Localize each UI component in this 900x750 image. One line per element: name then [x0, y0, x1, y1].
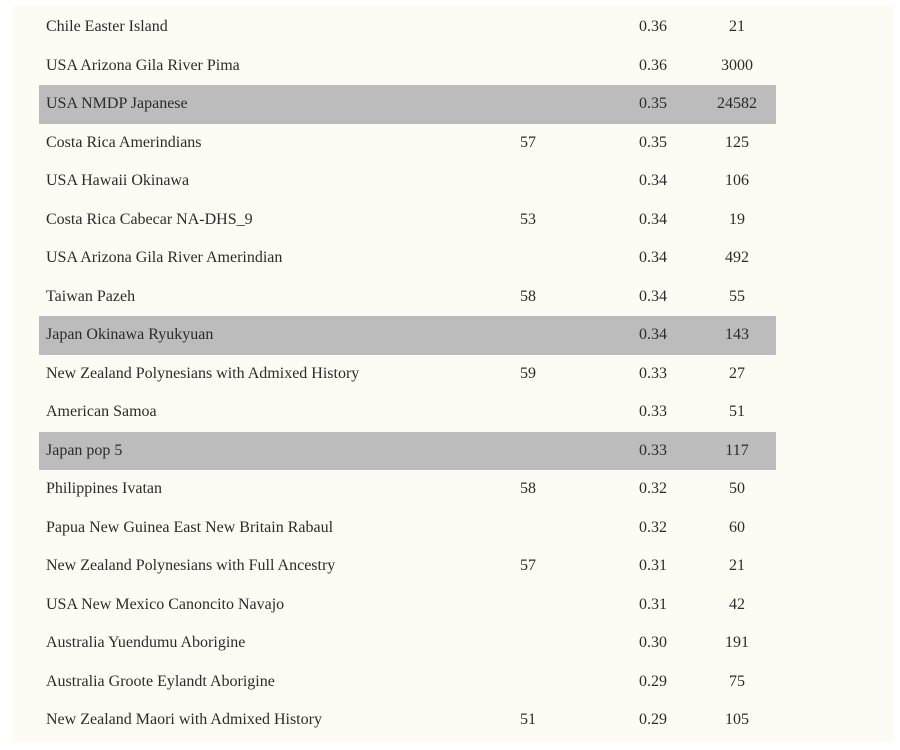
reference-number-cell: 57 [520, 557, 536, 574]
population-name-cell: Chile Easter Island [46, 18, 168, 35]
reference-number-cell [517, 586, 539, 625]
frequency-cell: 0.35 [639, 95, 667, 112]
sample-size-cell: 19 [729, 210, 745, 228]
frequency-cell: 0.34 [639, 172, 667, 189]
frequency-cell: 0.34 [639, 210, 667, 228]
population-name-cell: USA New Mexico Canoncito Navajo [46, 595, 285, 613]
sample-size-cell: 50 [729, 480, 745, 497]
sample-size-cell: 143 [725, 326, 749, 343]
frequency-cell: 0.35 [639, 133, 667, 151]
table-row [39, 624, 776, 663]
table-row [39, 663, 776, 702]
sample-size-cell: 21 [729, 18, 745, 35]
frequency-cell: 0.36 [639, 18, 667, 35]
population-name-cell: New Zealand Maori with Admixed History [46, 711, 322, 728]
frequency-cell: 0.29 [639, 711, 667, 728]
sample-size-cell: 117 [725, 441, 749, 459]
population-name-cell: Australia Yuendumu Aborigine [46, 634, 246, 651]
frequency-cell: 0.30 [639, 634, 667, 651]
document-panel [12, 6, 894, 742]
table-row [39, 701, 776, 740]
frequency-cell: 0.32 [639, 480, 667, 497]
population-frequency-table [39, 8, 776, 740]
table-row-highlighted [39, 432, 776, 471]
population-name-cell: USA NMDP Japanese [46, 95, 188, 112]
population-name-cell: American Samoa [46, 403, 157, 420]
table-row [39, 162, 776, 201]
sample-size-cell: 105 [725, 711, 749, 728]
population-name-cell: Australia Groote Eylandt Aborigine [46, 672, 275, 690]
table-row [39, 547, 776, 586]
population-name-cell: Taiwan Pazeh [46, 287, 136, 305]
sample-size-cell: 60 [729, 518, 745, 536]
table-row [39, 586, 776, 625]
sample-size-cell: 125 [725, 133, 749, 151]
reference-number-cell: 51 [520, 711, 536, 728]
sample-size-cell: 106 [725, 172, 749, 189]
table-row [39, 509, 776, 548]
table-row [39, 124, 776, 163]
reference-number-cell: 58 [520, 480, 536, 497]
frequency-cell: 0.32 [639, 518, 667, 536]
frequency-cell: 0.33 [639, 403, 667, 420]
reference-number-cell [517, 316, 539, 355]
table-row [39, 47, 776, 86]
sample-size-cell: 42 [729, 595, 745, 613]
reference-number-cell [517, 432, 539, 471]
reference-number-cell [517, 8, 539, 47]
table-row-highlighted [39, 85, 776, 124]
reference-number-cell: 57 [520, 133, 536, 151]
sample-size-cell: 191 [725, 634, 749, 651]
sample-size-cell: 492 [725, 249, 749, 266]
sample-size-cell: 55 [729, 287, 745, 305]
population-name-cell: New Zealand Polynesians with Full Ancestry [46, 557, 336, 574]
reference-number-cell [517, 624, 539, 663]
table-row [39, 201, 776, 240]
population-name-cell: Japan Okinawa Ryukyuan [46, 326, 214, 343]
sample-size-cell: 21 [729, 557, 745, 574]
sample-size-cell: 27 [729, 364, 745, 382]
frequency-cell: 0.31 [639, 557, 667, 574]
frequency-cell: 0.33 [639, 441, 667, 459]
table-row [39, 278, 776, 317]
reference-number-cell [517, 663, 539, 702]
table-row [39, 470, 776, 509]
table-row-highlighted [39, 316, 776, 355]
frequency-cell: 0.34 [639, 249, 667, 266]
frequency-cell: 0.34 [639, 287, 667, 305]
sample-size-cell: 51 [729, 403, 745, 420]
sample-size-cell: 24582 [717, 95, 757, 112]
reference-number-cell [517, 393, 539, 432]
frequency-cell: 0.31 [639, 595, 667, 613]
population-name-cell: USA Hawaii Okinawa [46, 172, 190, 189]
reference-number-cell [517, 162, 539, 201]
frequency-cell: 0.34 [639, 326, 667, 343]
population-name-cell: Japan pop 5 [46, 441, 123, 459]
reference-number-cell: 58 [520, 287, 536, 305]
reference-number-cell: 59 [520, 364, 536, 382]
frequency-cell: 0.33 [639, 364, 667, 382]
reference-number-cell: 53 [520, 210, 536, 228]
population-name-cell: Philippines Ivatan [46, 480, 162, 497]
frequency-cell: 0.36 [639, 56, 667, 74]
reference-number-cell [517, 239, 539, 278]
population-name-cell: USA Arizona Gila River Pima [46, 56, 240, 74]
table-row [39, 239, 776, 278]
table-row [39, 393, 776, 432]
reference-number-cell [517, 47, 539, 86]
population-name-cell: Papua New Guinea East New Britain Rabaul [46, 518, 334, 536]
frequency-cell: 0.29 [639, 672, 667, 690]
reference-number-cell [517, 509, 539, 548]
population-name-cell: USA Arizona Gila River Amerindian [46, 249, 283, 266]
population-name-cell: Costa Rica Amerindians [46, 133, 202, 151]
population-name-cell: Costa Rica Cabecar NA-DHS_9 [46, 210, 253, 228]
sample-size-cell: 75 [729, 672, 745, 690]
sample-size-cell: 3000 [721, 56, 753, 74]
table-row [39, 355, 776, 394]
table-row [39, 8, 776, 47]
reference-number-cell [517, 85, 539, 124]
population-name-cell: New Zealand Polynesians with Admixed History [46, 364, 360, 382]
